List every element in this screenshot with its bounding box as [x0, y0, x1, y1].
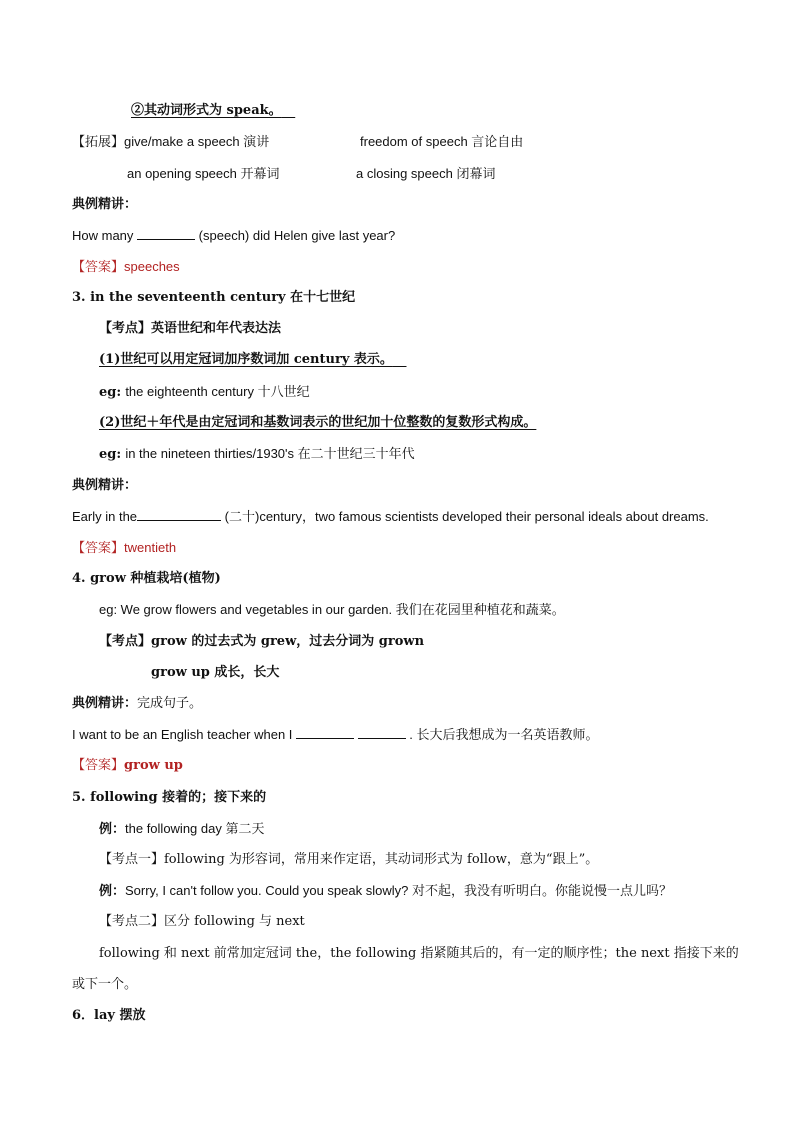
example-eighteenth-century: eg: the eighteenth century 十八世纪 [99, 384, 310, 400]
fill-blank [358, 726, 406, 739]
answer-speeches: 【答案】speeches [72, 259, 180, 275]
answer-tag: 【答案】 [72, 260, 125, 275]
extension-row-1 [72, 133, 269, 152]
example-following-day: 例：the following day 第二天 [99, 821, 265, 837]
fill-blank [137, 227, 195, 240]
example-nineteen-thirties: eg: in the nineteen thirties/1930's 在二十世纪三十年代 [99, 446, 415, 462]
example-heading: 典例精讲： [72, 197, 138, 212]
section-6-title: 6．lay 摆放 [72, 1008, 146, 1023]
explanation-continued: 或下一个。 [72, 977, 138, 992]
section-3-title: 3. in the seventeenth century 在十七世纪 [72, 290, 356, 305]
answer-tag: 【答案】 [72, 758, 125, 773]
answer-grow-up: 【答案】grow up [72, 758, 183, 773]
key-point-2-following-next: 【考点二】区分 following 与 next [99, 914, 305, 929]
explanation-following-next: following 和 next 前常加定冠词 the，the following 指紧随其后的，有一定的顺序性；the next 指接下来的 [99, 946, 739, 961]
phrase-opening-speech: an opening speech 开幕词 [127, 166, 280, 181]
rule-1-century: (1)世纪可以用定冠词加序数词加 century 表示。 [99, 352, 393, 367]
example-heading-2: 典例精讲： [72, 478, 138, 493]
key-point-centuries: 【考点】英语世纪和年代表达法 [99, 321, 282, 336]
example-grow: eg: We grow flowers and vegetables in our garden. 我们在花园里种植花和蔬菜。 [99, 602, 565, 617]
phrase-freedom-of-speech: freedom of speech 言论自由 [360, 134, 524, 149]
fill-blank [137, 508, 221, 521]
fill-blank [296, 726, 354, 739]
key-point-grow: 【考点】grow 的过去式为 grew，过去分词为 grown [99, 634, 425, 649]
verb-form-note: ②其动词形式为 speak。 [131, 103, 282, 118]
section-4-title: 4. grow 种植栽培(植物) [72, 571, 221, 586]
example-follow: 例：Sorry, I can't follow you. Could you speak slowly? 对不起，我没有听明白。你能说慢一点儿吗？ [99, 883, 672, 899]
phrase-give-speech: give/make a speech 演讲 [124, 134, 270, 149]
answer-tag: 【答案】 [72, 541, 125, 556]
section-5-title: 5. following 接着的；接下来的 [72, 790, 267, 805]
example-heading-3: 典例精讲：完成句子。 [72, 696, 203, 711]
key-point-1-following: 【考点一】following 为形容词，常用来作定语，其动词形式为 follow，意为“跟上”。 [99, 852, 599, 867]
phrase-grow-up: grow up 成长，长大 [151, 665, 280, 680]
phrase-closing-speech: a closing speech 闭幕词 [356, 166, 496, 181]
rule-2-decades: (2)世纪＋年代是由定冠词和基数词表示的世纪加十位整数的复数形式构成。 [99, 415, 537, 430]
exercise-grow-up: I want to be an English teacher when I . 长大后我想成为一名英语教师。 [72, 727, 599, 742]
exercise-speech: How many (speech) did Helen give last year? [72, 228, 396, 243]
exercise-century: Early in the (二十)century，two famous scientists developed their personal ideals about dreams. [72, 509, 709, 524]
extension-tag: 【拓展】 [72, 135, 125, 150]
answer-twentieth: 【答案】twentieth [72, 540, 177, 556]
